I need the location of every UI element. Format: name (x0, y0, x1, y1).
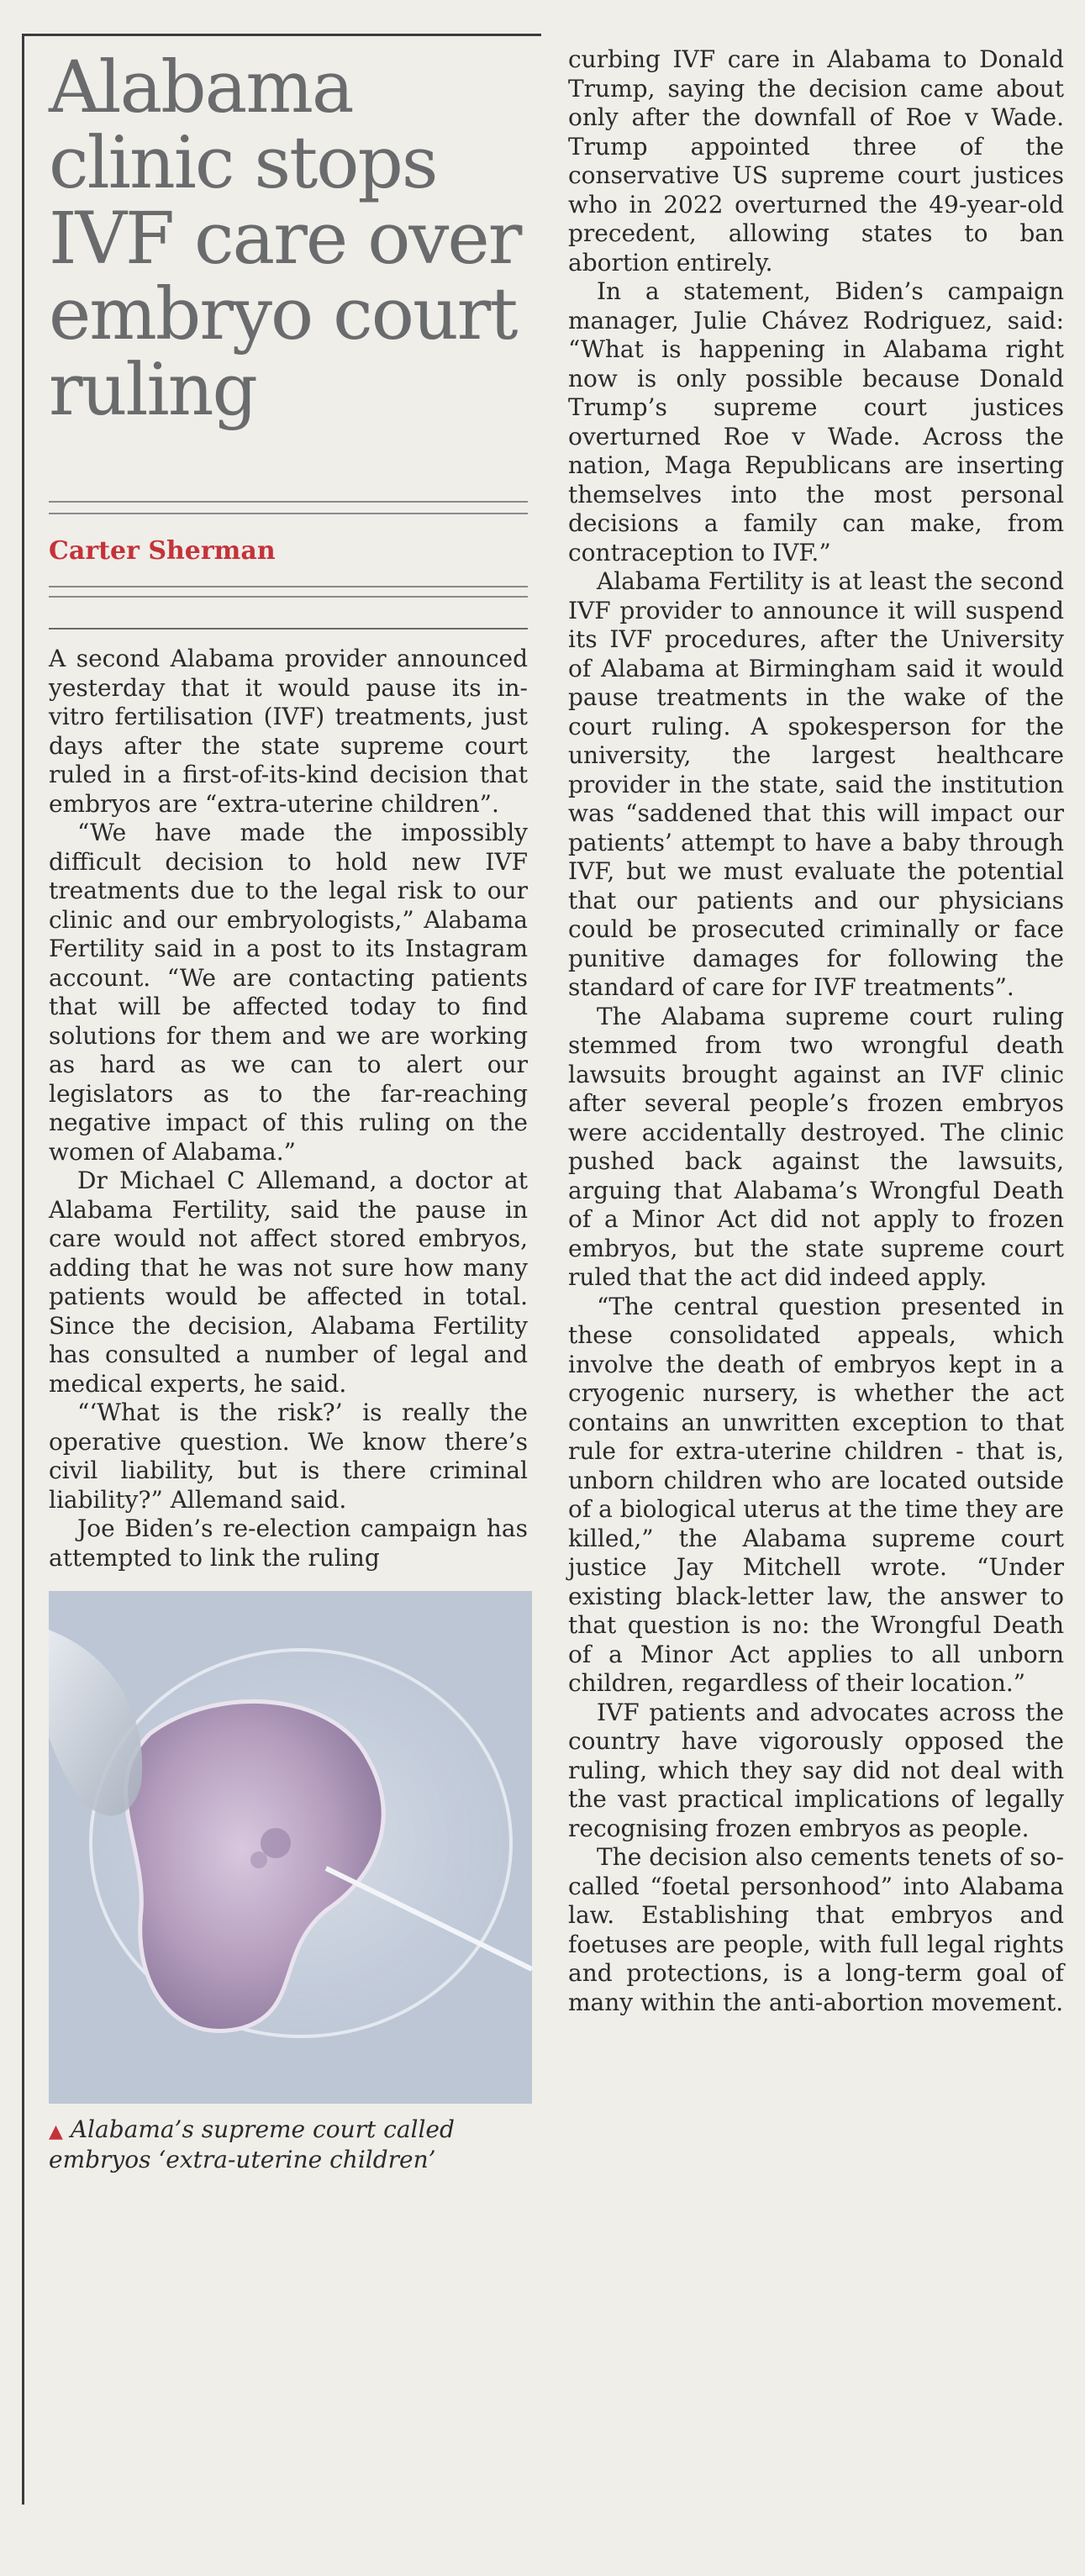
byline: Carter Sherman (49, 536, 276, 566)
paragraph: curbing IVF care in Alabama to Donald Trump, saying the decision came about only after the downfall of Roe v Wade. Trump appointed three of the conservative US supreme court justices who in 2022 overturned the 49-year-old precedent, allowing states to ban abortion entirely. (568, 45, 1064, 277)
paragraph: In a statement, Biden’s campaign manager, Julie Chávez Rodriguez, said: “What is happening in Alabama right now is only possible because Donald Trump’s supreme court justices overturned Roe v Wade. Across the nation, Maga Republicans are inserting themselves into the most personal decisions a family can make, from contraception to IVF.” (568, 277, 1064, 566)
caption-triangle-icon: ▲ (49, 2121, 63, 2142)
headline-rule (49, 501, 528, 514)
paragraph: “The central question presented in these consolidated appeals, which involve the death of embryos kept in a cryogenic nursery, is whether the act contains an unwritten exception to that rule for extra-uterine children - that is, unborn children who are located outside of a biological uterus at the time they are killed,” the Alabama supreme court justice Jay Mitchell wrote. “Under existing black-letter law, the answer to that question is no: the Wrongful Death of a Minor Act applies to all unborn children, regardless of their location.” (568, 1292, 1064, 1697)
paragraph: Alabama Fertility is at least the second IVF provider to announce it will suspend its IVF procedures, after the University of Alabama at Birmingham said it would pause treatments in the wake of the court ruling. A spokesperson for the university, the largest healthcare provider in the state, said the institution was “saddened that this will impact our patients’ attempt to have a baby through IVF, but we must evaluate the potential that our patients and our physicians could be prosecuted criminally or face punitive damages for following the standard of care for IVF treatments”. (568, 567, 1064, 1001)
paragraph: “‘What is the risk?’ is really the operative question. We know there’s civil liability, but is there criminal liability?” Allemand said. (49, 1399, 528, 1514)
column-frame-left (22, 34, 24, 2505)
article-body-right (568, 45, 1064, 2017)
paragraph: IVF patients and advocates across the country have vigorously opposed the ruling, which they say did not deal with the vast practical implications of legally recognising frozen embryos as people. (568, 1698, 1064, 1842)
paragraph: Joe Biden’s re-election campaign has attempted to link the ruling (49, 1515, 528, 1572)
paragraph: The Alabama supreme court ruling stemmed from two wrongful death lawsuits brought against an IVF clinic after several people’s frozen embryos were accidentally destroyed. The clinic pushed back against the lawsuits, arguing that Alabama’s Wrongful Death of a Minor Act did not apply to frozen embryos, but the state supreme court ruled that the act did indeed apply. (568, 1002, 1064, 1291)
caption-text: Alabama’s supreme court called embryos ‘extra-uterine children’ (49, 2115, 455, 2173)
article-body-left (49, 628, 528, 1572)
headline: Alabama clinic stops IVF care over embryo court ruling (49, 46, 521, 432)
column-frame-top (22, 34, 541, 36)
paragraph: A second Alabama provider announced yesterday that it would pause its in-vitro fertilisation (IVF) treatments, just days after the state supreme court ruled in a first-of-its-kind decision that embryos are “extra-uterine children”. (49, 645, 528, 818)
embryo-illustration (49, 1591, 532, 2104)
byline-rule (49, 586, 528, 598)
left-column (49, 46, 528, 2173)
right-column (568, 45, 1064, 2017)
paragraph: “We have made the impossibly difficult decision to hold new IVF treatments due to the legal risk to our clinic and our embryologists,” Alabama Fertility said in a post to its Instagram account. “We are contacting patients that will be affected today to find solutions for them and we are working as hard as we can to alert our legislators as to the far-reaching negative impact of this ruling on the women of Alabama.” (49, 819, 528, 1166)
photo-caption (49, 2115, 528, 2173)
paragraph: Dr Michael C Allemand, a doctor at Alabama Fertility, said the pause in care would not affect stored embryos, adding that he was not sure how many patients would be affected in total. Since the decision, Alabama Fertility has consulted a number of legal and medical experts, he said. (49, 1167, 528, 1398)
paragraph: The decision also cements tenets of so-called “foetal personhood” into Alabama law. Establishing that embryos and foetuses are people, with full legal rights and protections, is a long-term goal of many within the anti-abortion movement. (568, 1843, 1064, 2016)
embryo-photo (49, 1591, 532, 2104)
